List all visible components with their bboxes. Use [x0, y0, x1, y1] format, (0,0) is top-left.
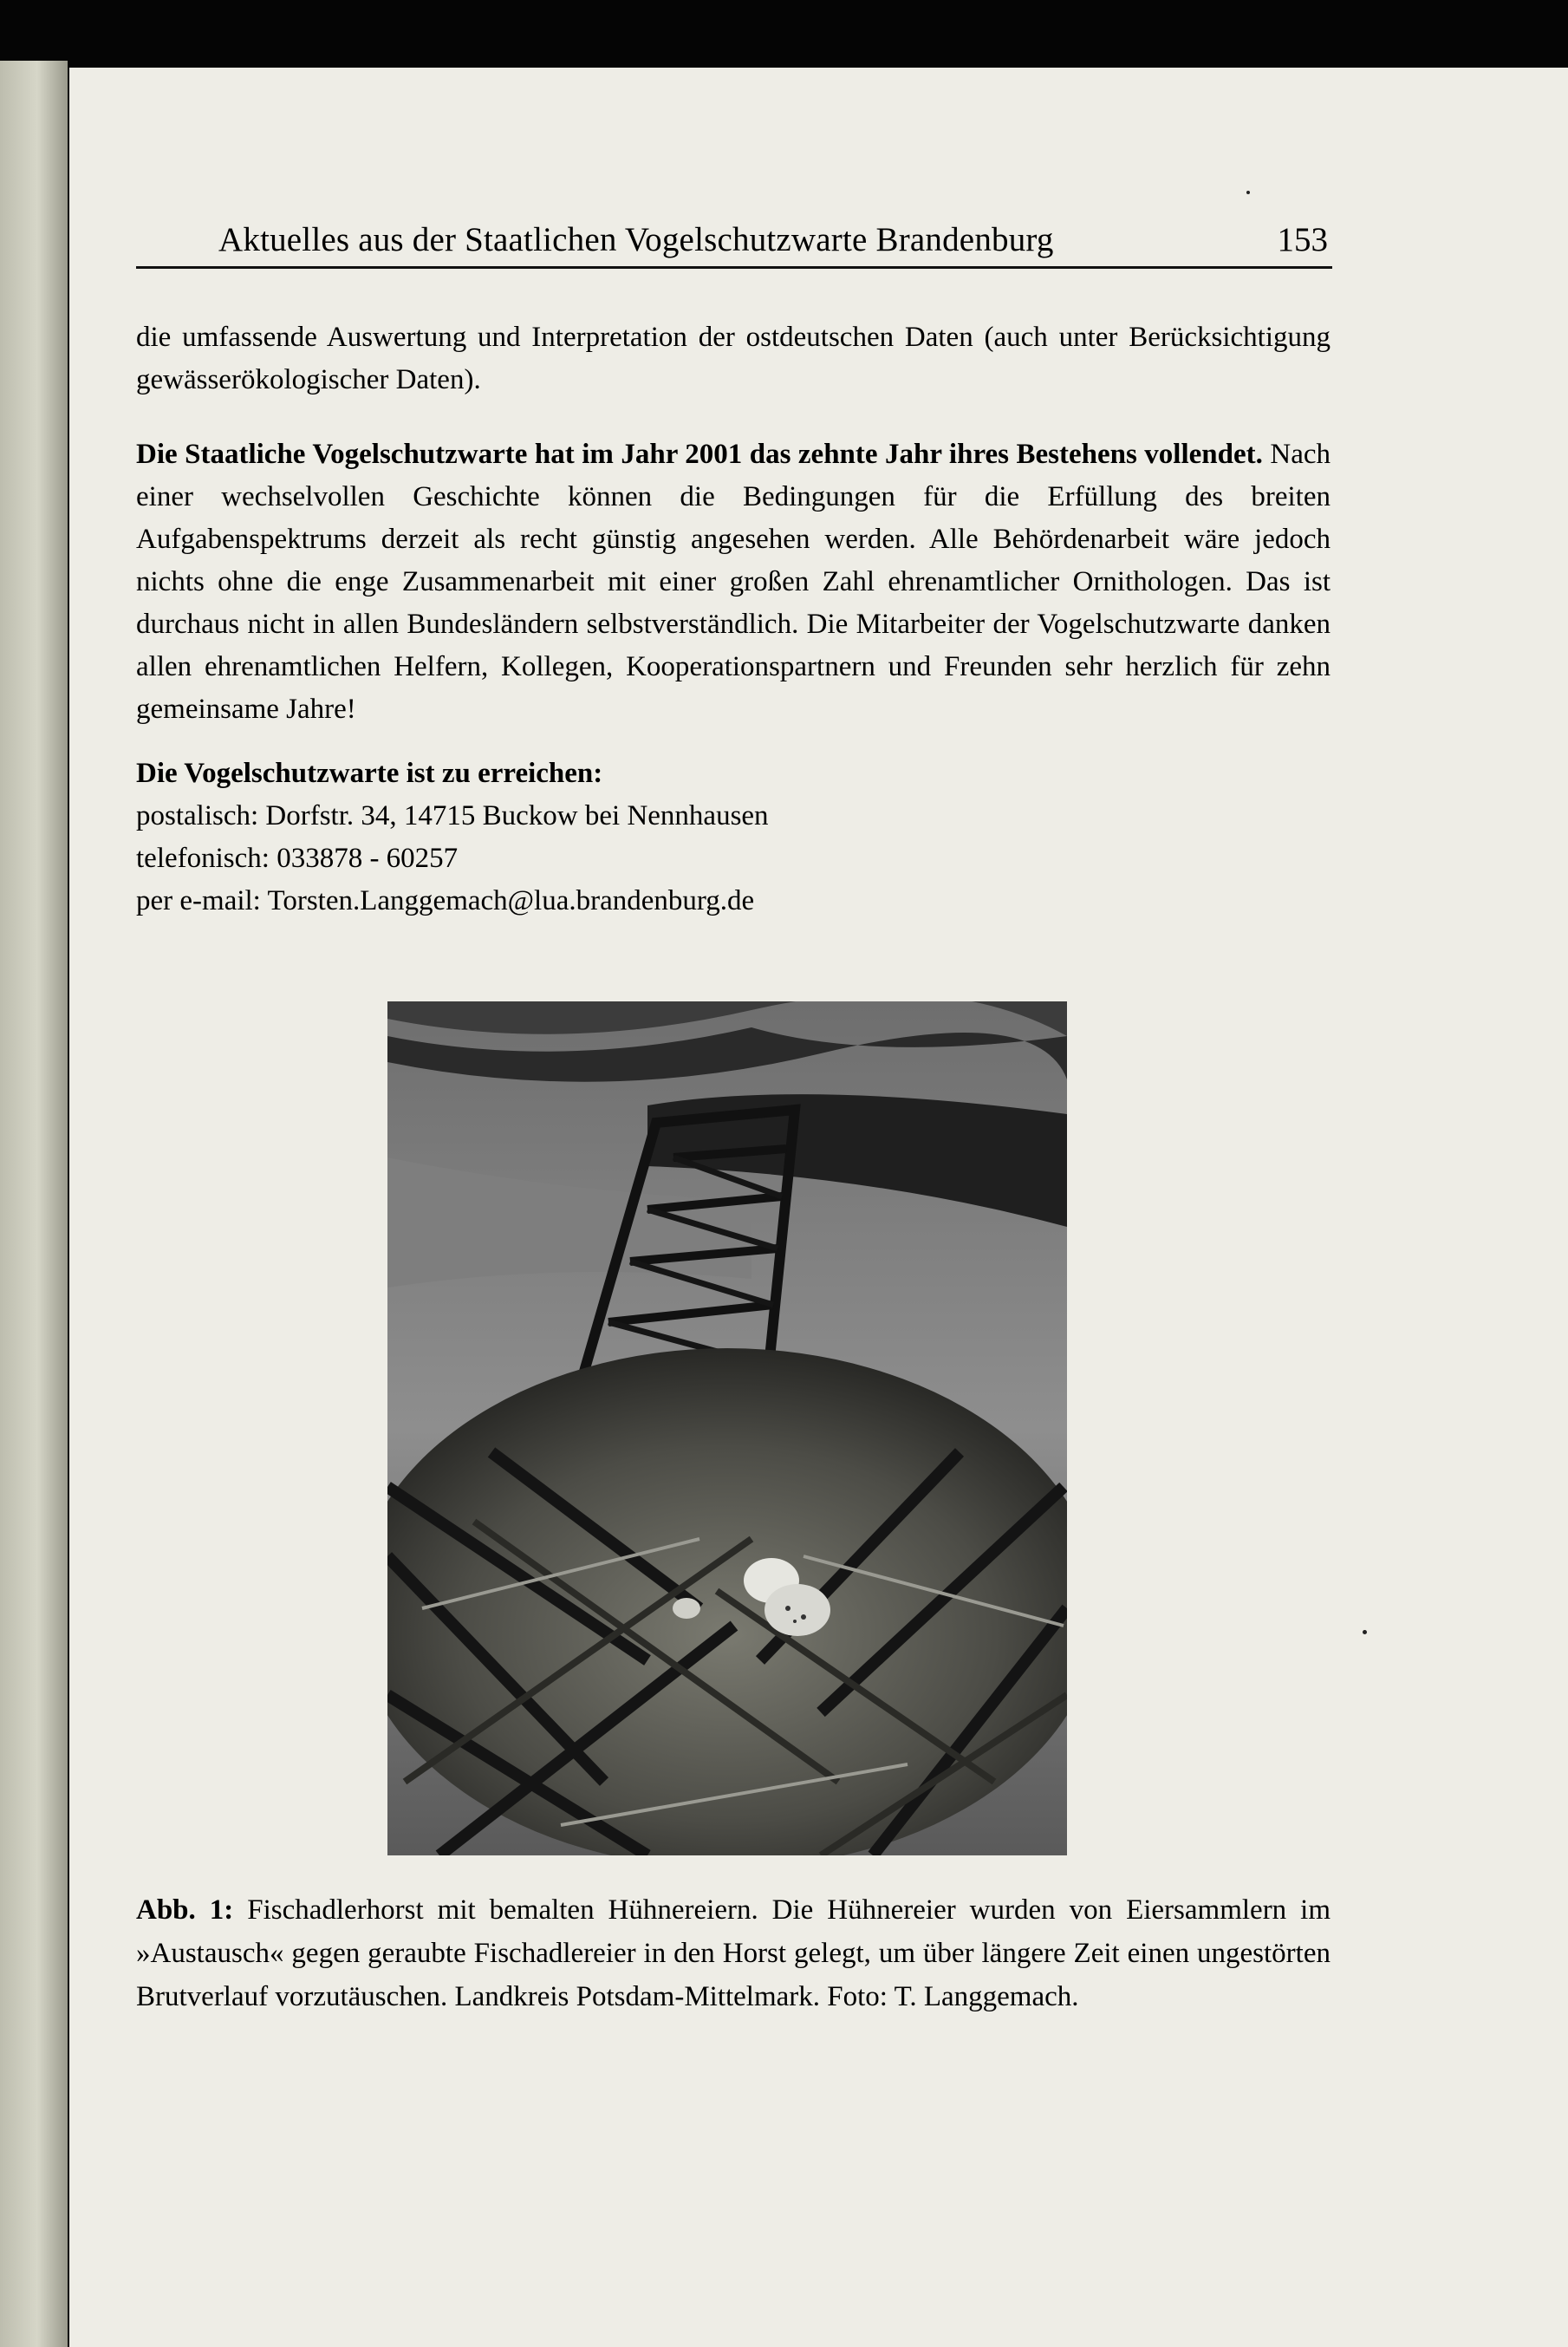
- figure-caption: [136, 1888, 1331, 2018]
- paragraph-text: die umfassende Auswertung und Interpretation der ostdeutschen Daten (auch unter Berücksichtigung gewässerökologischer Daten).: [136, 322, 1331, 395]
- facing-page-edge: [0, 61, 68, 2347]
- contact-heading: Die Vogelschutzwarte ist zu erreichen:: [136, 758, 603, 789]
- running-title: Aktuelles aus der Staatlichen Vogelschutzwarte Brandenburg: [218, 221, 1054, 258]
- dust-speck: [1246, 191, 1250, 194]
- figure-caption-text: Fischadlerhorst mit bemalten Hühnereiern. Die Hühnereier wurden von Eiersammlern im »Austausch« gegen geraubte Fischadlereier in den Horst gelegt, um über längere Zeit einen ungestörten Brutverlauf vorzutäuschen. Landkreis Potsdam-Mittelmark. Foto: T. Langgemach.: [136, 1894, 1331, 2012]
- contact-phone: telefonisch: 033878 - 60257: [136, 843, 459, 874]
- osprey-nest-photo: [387, 1001, 1067, 1855]
- anniversary-text: Nach einer wechselvollen Geschichte können die Bedingungen für die Erfüllung des breiten Aufgabenspektrums derzeit als recht günstig angesehen werden. Alle Behördenarbeit wäre jedoch nichts ohne die enge Zusammenarbeit mit einer großen Zahl ehrenamtlicher Ornithologen. Das ist durchaus nicht in allen Bundesländern selbstverständlich. Die Mitarbeiter der Vogelschutzwarte danken allen ehrenamtlichen Helfern, Kollegen, Kooperationspartnern und Freunden sehr herzlich für zehn gemeinsame Jahre!: [136, 439, 1331, 725]
- page-header: [136, 152, 1332, 269]
- contact-block: [136, 753, 1331, 923]
- page-number: 153: [1277, 221, 1328, 258]
- anniversary-lead: Die Staatliche Vogelschutzwarte hat im Jahr 2001 das zehnte Jahr ihres Bestehens vollendet.: [136, 439, 1263, 470]
- contact-postal: postalisch: Dorfstr. 34, 14715 Buckow bei Nennhausen: [136, 800, 769, 831]
- paragraph-anniversary: [136, 434, 1331, 731]
- dust-speck: [1363, 1630, 1367, 1634]
- contact-email: per e-mail: Torsten.Langgemach@lua.brandenburg.de: [136, 885, 755, 916]
- figure-label: Abb. 1:: [136, 1894, 234, 1926]
- paragraph-data-analysis: [136, 316, 1331, 401]
